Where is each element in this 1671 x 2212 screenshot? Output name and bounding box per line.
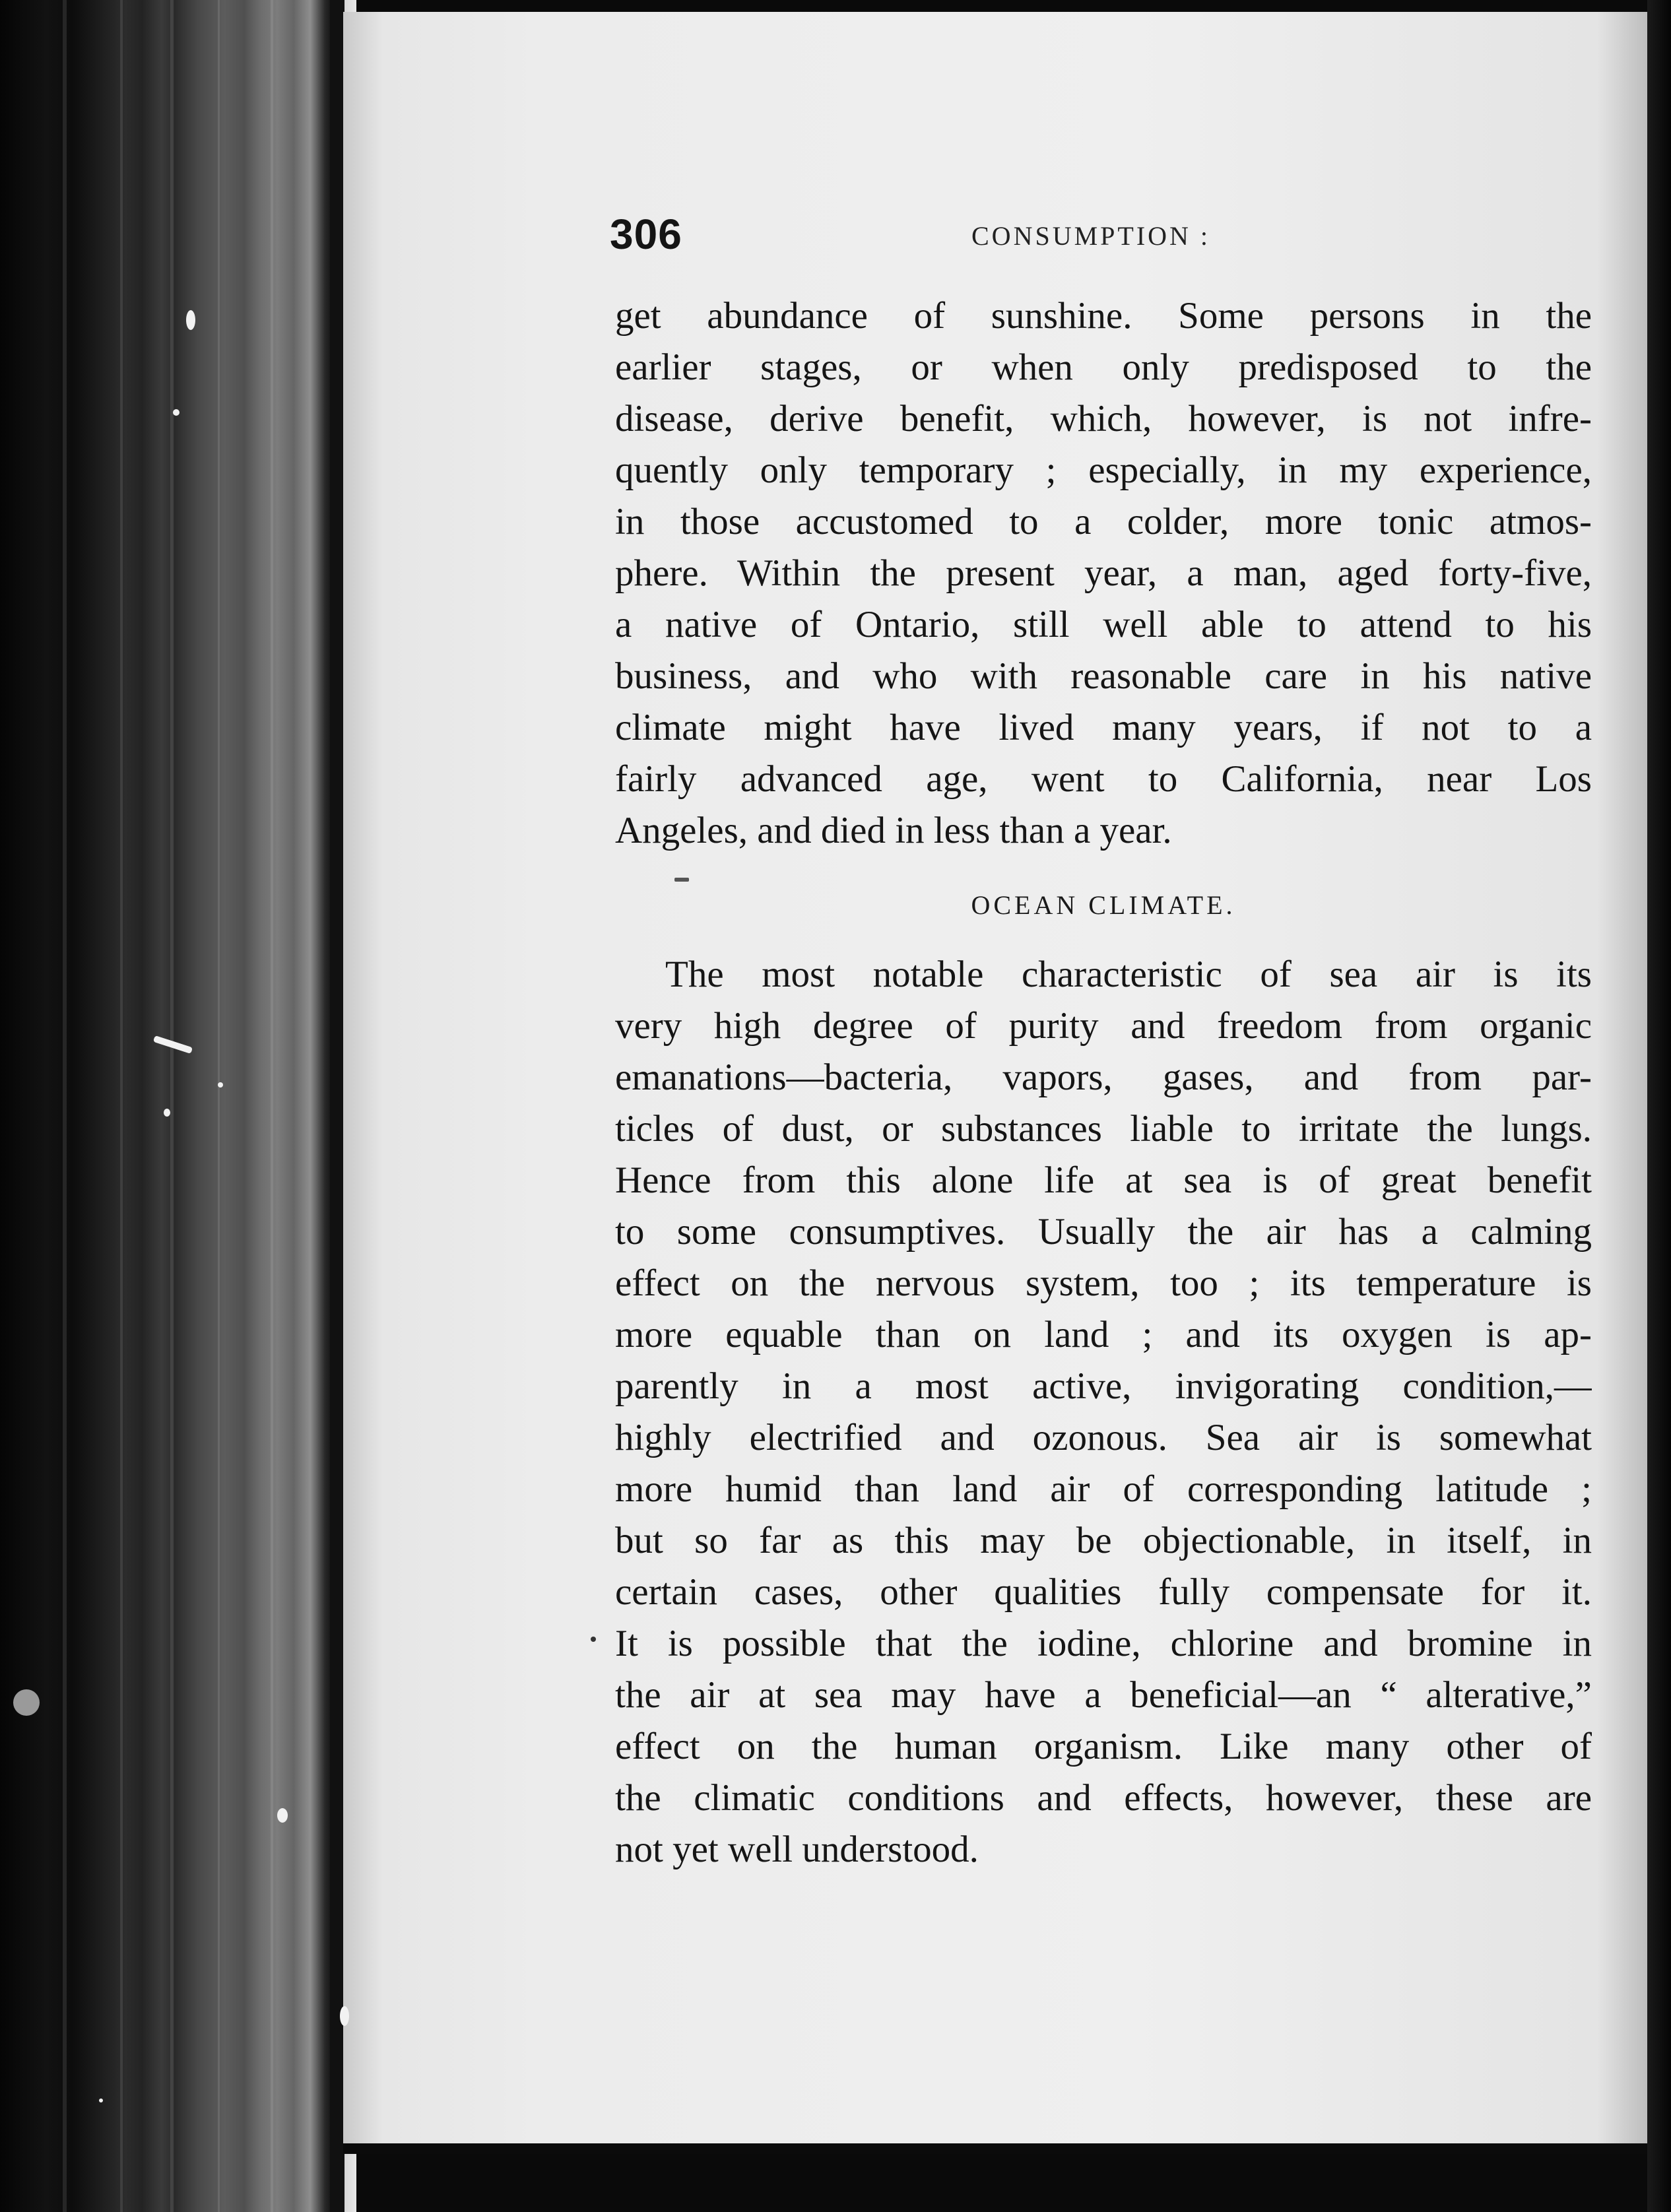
book-page-edges	[0, 0, 356, 2212]
text-line: phere. Within the present year, a man, aged forty-five,	[615, 552, 1592, 594]
text-line: Hence from this alone life at sea is of great benefit	[615, 1159, 1592, 1201]
text-line: earlier stages, or when only predisposed to the	[615, 346, 1592, 388]
text-line: highly electrified and ozonous. Sea air is somewhat	[615, 1417, 1592, 1458]
text-line: more equable than on land ; and its oxygen is ap-	[615, 1314, 1592, 1355]
text-line: certain cases, other qualities fully compensate for it.	[615, 1571, 1592, 1613]
text-line: the climatic conditions and effects, however, these are	[615, 1777, 1592, 1819]
text-line: but so far as this may be objectionable, in itself, in	[615, 1520, 1592, 1561]
text-line: climate might have lived many years, if not to a	[615, 707, 1592, 748]
running-title: CONSUMPTION :	[971, 221, 1211, 251]
text-line: The most notable characteristic of sea air is its	[665, 954, 1592, 995]
text-line: the air at sea may have a beneficial—an “ alterative,”	[615, 1674, 1592, 1716]
text-line: very high degree of purity and freedom from organic	[615, 1005, 1592, 1047]
page-right-border	[1647, 0, 1671, 2212]
text-line: ticles of dust, or substances liable to irritate the lungs.	[615, 1108, 1592, 1150]
text-line: It is possible that the iodine, chlorine and bromine in	[615, 1623, 1592, 1664]
running-head	[610, 210, 1587, 263]
text-line: disease, derive benefit, which, however, is not infre-	[615, 398, 1592, 439]
text-line: in those accustomed to a colder, more tonic atmos-	[615, 501, 1592, 542]
text-line: more humid than land air of corresponding latitude ;	[615, 1468, 1592, 1510]
text-line: effect on the nervous system, too ; its temperature is	[615, 1262, 1592, 1304]
text-line: a native of Ontario, still well able to attend to his	[615, 604, 1592, 645]
text-line: emanations—bacteria, vapors, gases, and from par-	[615, 1057, 1592, 1098]
text-line: to some consumptives. Usually the air has a calming	[615, 1211, 1592, 1252]
text-line: effect on the human organism. Like many other of	[615, 1726, 1592, 1767]
paragraph-ocean-climate	[615, 949, 1592, 1875]
text-line: quently only temporary ; especially, in my experience,	[615, 449, 1592, 491]
paragraph-continued	[615, 290, 1592, 857]
section-heading: OCEAN CLIMATE.	[971, 890, 1236, 920]
page-number: 306	[610, 211, 682, 258]
text-line: business, and who with reasonable care in his native	[615, 655, 1592, 697]
text-line: fairly advanced age, went to California, near Los	[615, 758, 1592, 800]
text-line: not yet well understood.	[615, 1829, 979, 1870]
page-gutter-shadow	[330, 0, 344, 2212]
text-line: Angeles, and died in less than a year.	[615, 810, 1172, 851]
text-line: parently in a most active, invigorating condition,—	[615, 1365, 1592, 1407]
text-line: get abundance of sunshine. Some persons in the	[615, 295, 1592, 337]
